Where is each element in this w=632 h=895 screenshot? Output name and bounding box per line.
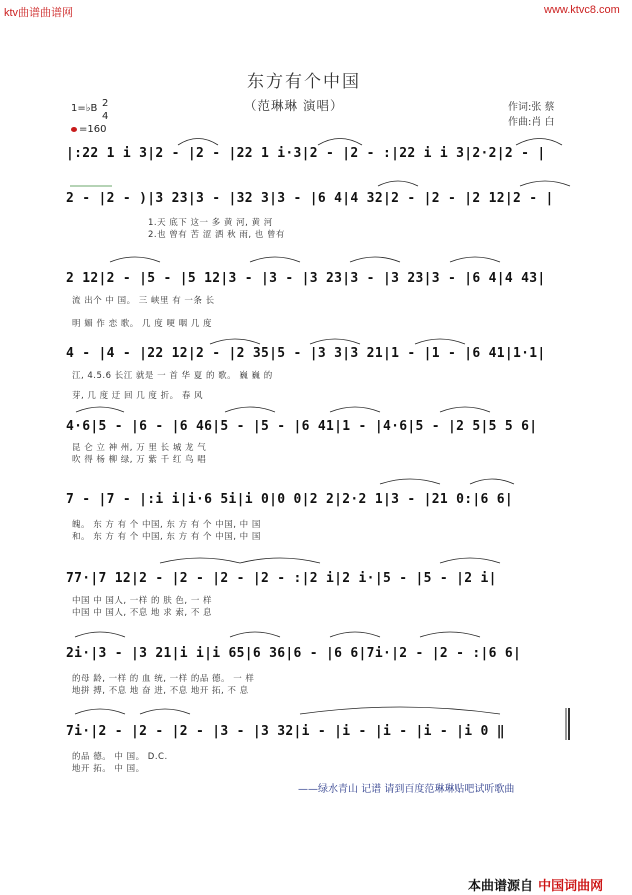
singer-line: （范琳琳 演唱） (244, 98, 344, 113)
notation-line-6: 7 - |7 - |:i i|i·6 5i|i 0|0 0|2 2|2·2 1|3 - |21 0:|6 6| (66, 492, 513, 507)
song-title: 东方有个中国 (247, 72, 361, 92)
lyric-line-6a: 魄。 东 方 有 个 中国, 东 方 有 个 中国, 中 国 (72, 520, 261, 530)
lyric-line-5b: 吹 得 杨 柳 绿, 万 紫 千 红 鸟 唱 (72, 455, 207, 465)
lyricist-credit: 作词:张 蔡 (508, 102, 555, 113)
time-signature-top: 2 (102, 98, 109, 109)
lyric-line-3a: 流 出个 中 国。 三 峡里 有 一条 长 (72, 296, 215, 306)
lyric-line-3b: 明 媚 作 恋 歌。 几 度 哽 咽 几 度 (72, 319, 213, 329)
notation-line-8: 2i·|3 - |3 21|i i|i 65|6 36|6 - |6 6|7i·|2 - |2 - :|6 6| (66, 646, 522, 661)
lyric-line-6b: 和。 东 方 有 个 中国, 东 方 有 个 中国, 中 国 (72, 532, 261, 542)
notation-line-9: 7i·|2 - |2 - |2 - |3 - |3 32|i - |i - |i - |i - |i 0 ‖ (66, 724, 505, 739)
tempo-value: =160 (79, 124, 107, 135)
lyric-line-8b: 地拼 搏, 不息 地 奋 进, 不息 地开 拓, 不 息 (72, 686, 249, 696)
lyric-line-2b: 2.也 曾有 苦 涩 洒 秋 雨, 也 曾有 (148, 230, 285, 240)
composer-credit: 作曲:肖 白 (508, 117, 555, 128)
lyric-line-9b: 地开 拓。 中 国。 (72, 764, 145, 774)
watermark-right: www.ktvc8.com (544, 4, 620, 16)
notation-line-3: 2 12|2 - |5 - |5 12|3 - |3 - |3 23|3 - |3 23|3 - |6 4|4 43| (66, 271, 546, 286)
lyric-line-8a: 的母 龄, 一样 的 血 统, 一样 的品 德。 一 样 (72, 674, 255, 684)
lyric-line-4b: 芽, 几 度 迂 回 几 度 折。 春 风 (72, 391, 204, 401)
notation-line-1: |:22 1 i 3|2 - |2 - |22 1 i·3|2 - |2 - :|22 i i 3|2·2|2 - | (66, 146, 546, 161)
lyric-line-4a: 江, 4.5.6 长江 就是 一 首 华 夏 的 歌。 巍 巍 的 (72, 371, 273, 381)
lyric-line-9a: 的品 德。 中 国。 D.C. (72, 752, 168, 762)
notation-line-5: 4·6|5 - |6 - |6 46|5 - |5 - |6 41|1 - |4·6|5 - |2 5|5 5 6| (66, 419, 538, 434)
notation-line-4: 4 - |4 - |22 12|2 - |2 35|5 - |3 3|3 21|1 - |1 - |6 41|1·1| (66, 346, 546, 361)
notation-line-2: 2 - |2 - )|3 23|3 - |32 3|3 - |6 4|4 32|2 - |2 - |2 12|2 - | (66, 191, 554, 206)
watermark-left: ktv曲谱曲谱网 (4, 7, 74, 19)
lyric-line-2a: 1.天 底下 这一 多 黄 河, 黄 河 (148, 218, 273, 228)
source-attribution (468, 875, 603, 894)
lyric-line-7a: 中国 中 国人, 一样 的 肤 色, 一 样 (72, 596, 213, 606)
lyric-line-5a: 昆 仑 立 神 州, 万 里 长 城 龙 气 (72, 443, 207, 453)
transcriber-credit: ——绿水青山 记谱 请到百度范琳琳贴吧试听歌曲 (298, 784, 515, 795)
source-site-link[interactable]: 中国词曲网 (538, 879, 604, 894)
notation-line-7: 77·|7 12|2 - |2 - |2 - |2 - :|2 i|2 i·|5 - |5 - |2 i| (66, 571, 497, 586)
source-label: 本曲谱源自 (468, 879, 534, 894)
time-signature-bottom: 4 (102, 111, 109, 122)
key-signature: 1=♭B (71, 103, 98, 114)
lyric-line-7b: 中国 中 国人, 不息 地 求 索, 不 息 (72, 608, 213, 618)
